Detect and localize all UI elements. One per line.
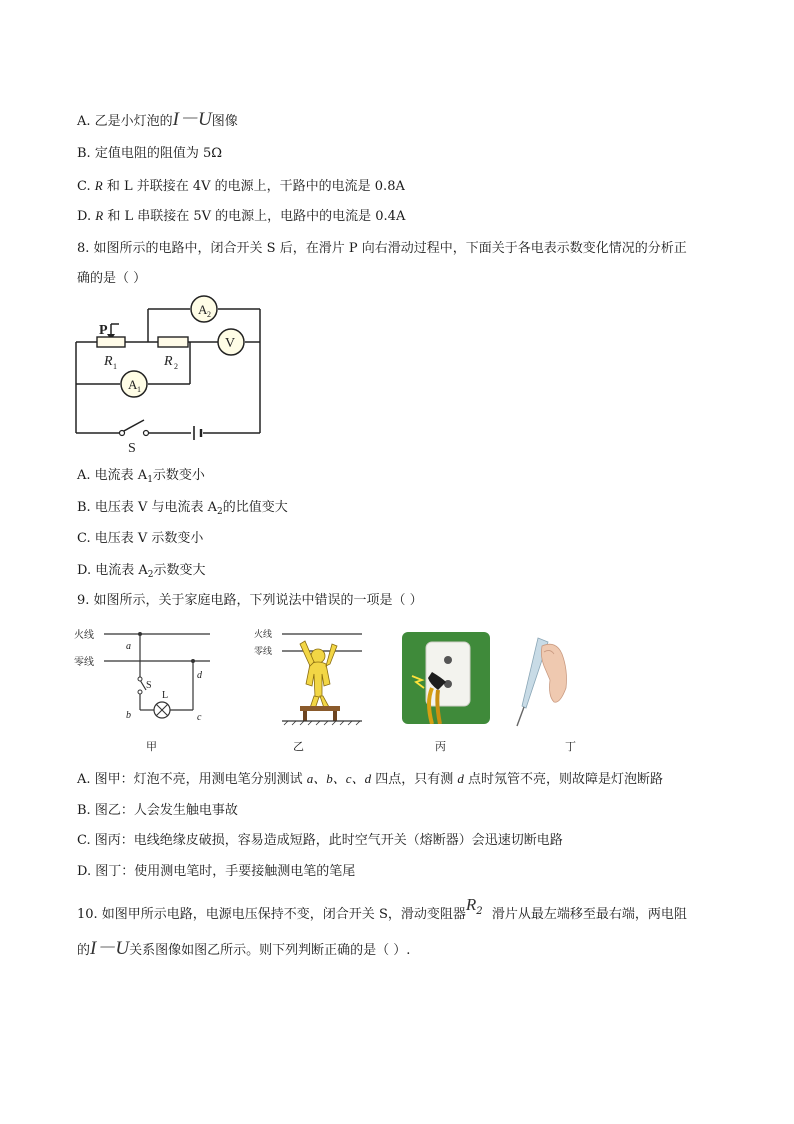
r2-label: R — [164, 354, 173, 369]
q8-option-b-suffix: 的比值变大 — [222, 500, 288, 515]
person-touching-wires-icon — [300, 641, 337, 709]
q10-stem-line2 — [77, 940, 410, 960]
q10-stem-suffix: 关系图像如图乙所示。则下列判断正确的是（ ）. — [129, 943, 411, 958]
q8-option-b — [77, 499, 288, 521]
q8-stem-line1: 8. 如图所示的电路中，闭合开关 S 后，在滑片 P 向右滑动过程中，下面关于各电表示数变化情况的分析正 — [77, 241, 687, 256]
q7-option-c-var: R — [94, 178, 103, 193]
q7-option-d — [77, 207, 405, 226]
lamp-l-label: L — [162, 690, 169, 701]
q10-r2-symbol — [465, 895, 492, 925]
switch-contact — [138, 677, 142, 681]
ground-icon — [282, 721, 362, 725]
switch-s-label: S — [128, 441, 136, 455]
figure-caption-jia: 甲 — [146, 740, 157, 753]
switch-contact — [144, 431, 149, 436]
point-d-label: d — [197, 670, 202, 681]
q7-option-c-text: 和 L 并联接在 4V 的电源上，干路中的电流是 0.8A — [102, 179, 405, 194]
q7-option-c — [77, 177, 405, 196]
a1-label: A — [128, 377, 138, 392]
q8-option-d-suffix: 示数变大 — [153, 563, 206, 578]
q9-option-a-d: d — [457, 771, 464, 786]
figure-caption-ding: 丁 — [565, 740, 576, 753]
q7-option-a — [77, 111, 238, 131]
q9-figure-bing — [402, 632, 490, 724]
q7-option-a-text: A. 乙是小灯泡的 — [77, 114, 173, 129]
q8-option-a-suffix: 示数变小 — [152, 468, 205, 483]
a2-label: A — [198, 302, 208, 317]
q8-option-a — [77, 467, 205, 489]
neutral-wire-label: 零线 — [254, 646, 273, 656]
q8-option-d — [77, 562, 206, 584]
q8-option-a-sub: 1 — [147, 475, 153, 485]
q7-option-d-prefix: D. — [77, 209, 96, 224]
v-label: V — [225, 336, 236, 351]
live-wire-label: 火线 — [74, 630, 94, 641]
a1-sub-label: 1 — [137, 385, 141, 394]
live-wire-label: 火线 — [254, 629, 273, 639]
a2-sub-label: 2 — [207, 310, 211, 319]
q9-option-a-text: A. 图甲：灯泡不亮，用测电笔分别测试 — [77, 772, 307, 787]
q10-r2-var: R — [465, 895, 477, 914]
q8-circuit-diagram — [70, 290, 270, 455]
bulb-icon — [154, 702, 170, 718]
neutral-wire-label: 零线 — [74, 657, 94, 668]
q9-option-a-vars: a、b、c、d — [306, 771, 372, 786]
q10-stem-text: 10. 如图甲所示电路，电源电压保持不变，闭合开关 S，滑动变阻器 — [77, 907, 466, 922]
hand-icon — [541, 644, 566, 702]
q10-r2-sub: 2 — [476, 906, 483, 917]
q7-option-c-prefix: C. — [77, 179, 95, 194]
r1-label: R — [104, 354, 113, 369]
q10-stem-prefix: 的 — [77, 943, 91, 958]
q8-option-d-sub: 2 — [147, 570, 154, 580]
q9-option-a-mid: 四点，只有测 — [371, 772, 458, 787]
q8-option-b-sub: 2 — [217, 507, 223, 517]
q7-option-d-text: 和 L 串联接在 5V 的电源上，电路中的电流是 0.4A — [103, 209, 406, 224]
point-b-label: b — [126, 710, 131, 721]
slider-p-label: P — [99, 323, 108, 338]
switch-contact — [138, 690, 142, 694]
figure-caption-yi: 乙 — [293, 740, 304, 753]
q8-option-b-text: B. 电压表 V 与电流表 A — [77, 500, 217, 515]
q7-option-d-var: R — [95, 208, 104, 223]
q8-option-d-text: D. 电流表 A — [77, 563, 148, 578]
stool-icon — [300, 706, 340, 721]
q7-option-b: B. 定值电阻的阻值为 5Ω — [77, 146, 222, 161]
point-c-label: c — [197, 712, 202, 723]
q9-option-b: B. 图乙：人会发生触电事故 — [77, 803, 238, 818]
q8-stem-line2: 确的是（ ） — [77, 271, 147, 286]
q9-figure-ding — [508, 630, 578, 730]
figure-caption-bing: 丙 — [435, 740, 446, 753]
q9-stem: 9. 如图所示，关于家庭电路，下列说法中错误的一项是（ ） — [77, 593, 423, 608]
q9-option-d: D. 图丁：使用测电笔时，手要接触测电笔的笔尾 — [77, 864, 356, 879]
point-a-label: a — [126, 641, 131, 652]
junction-dot — [138, 632, 142, 636]
switch-s-label: S — [146, 680, 152, 691]
q8-option-a-text: A. 电流表 A — [77, 468, 148, 483]
q7-option-a-suffix: 图像 — [211, 114, 238, 129]
r2-sub-label: 2 — [174, 362, 178, 371]
r1-sub-label: 1 — [113, 362, 117, 371]
q10-stem-math: I－U — [90, 938, 130, 959]
q9-option-a — [77, 770, 663, 789]
q9-figure-yi — [252, 622, 367, 727]
q7-option-a-math: I－U — [172, 109, 212, 130]
junction-dot — [191, 659, 195, 663]
resistor-r1 — [97, 337, 125, 347]
q9-option-a-suffix: 点时氖管不亮，则故障是灯泡断路 — [463, 772, 663, 787]
resistor-r2 — [158, 337, 188, 347]
q8-option-c: C. 电压表 V 示数变小 — [77, 531, 204, 546]
switch-contact — [120, 431, 125, 436]
q9-option-c: C. 图丙：电线绝缘皮破损，容易造成短路，此时空气开关（熔断器）会迅速切断电路 — [77, 833, 563, 848]
q9-figure-jia — [74, 622, 214, 730]
q10-stem-text-2: 滑片从最左端移至最右端，两电阻 — [491, 907, 687, 922]
q10-stem-line1 — [77, 895, 687, 925]
